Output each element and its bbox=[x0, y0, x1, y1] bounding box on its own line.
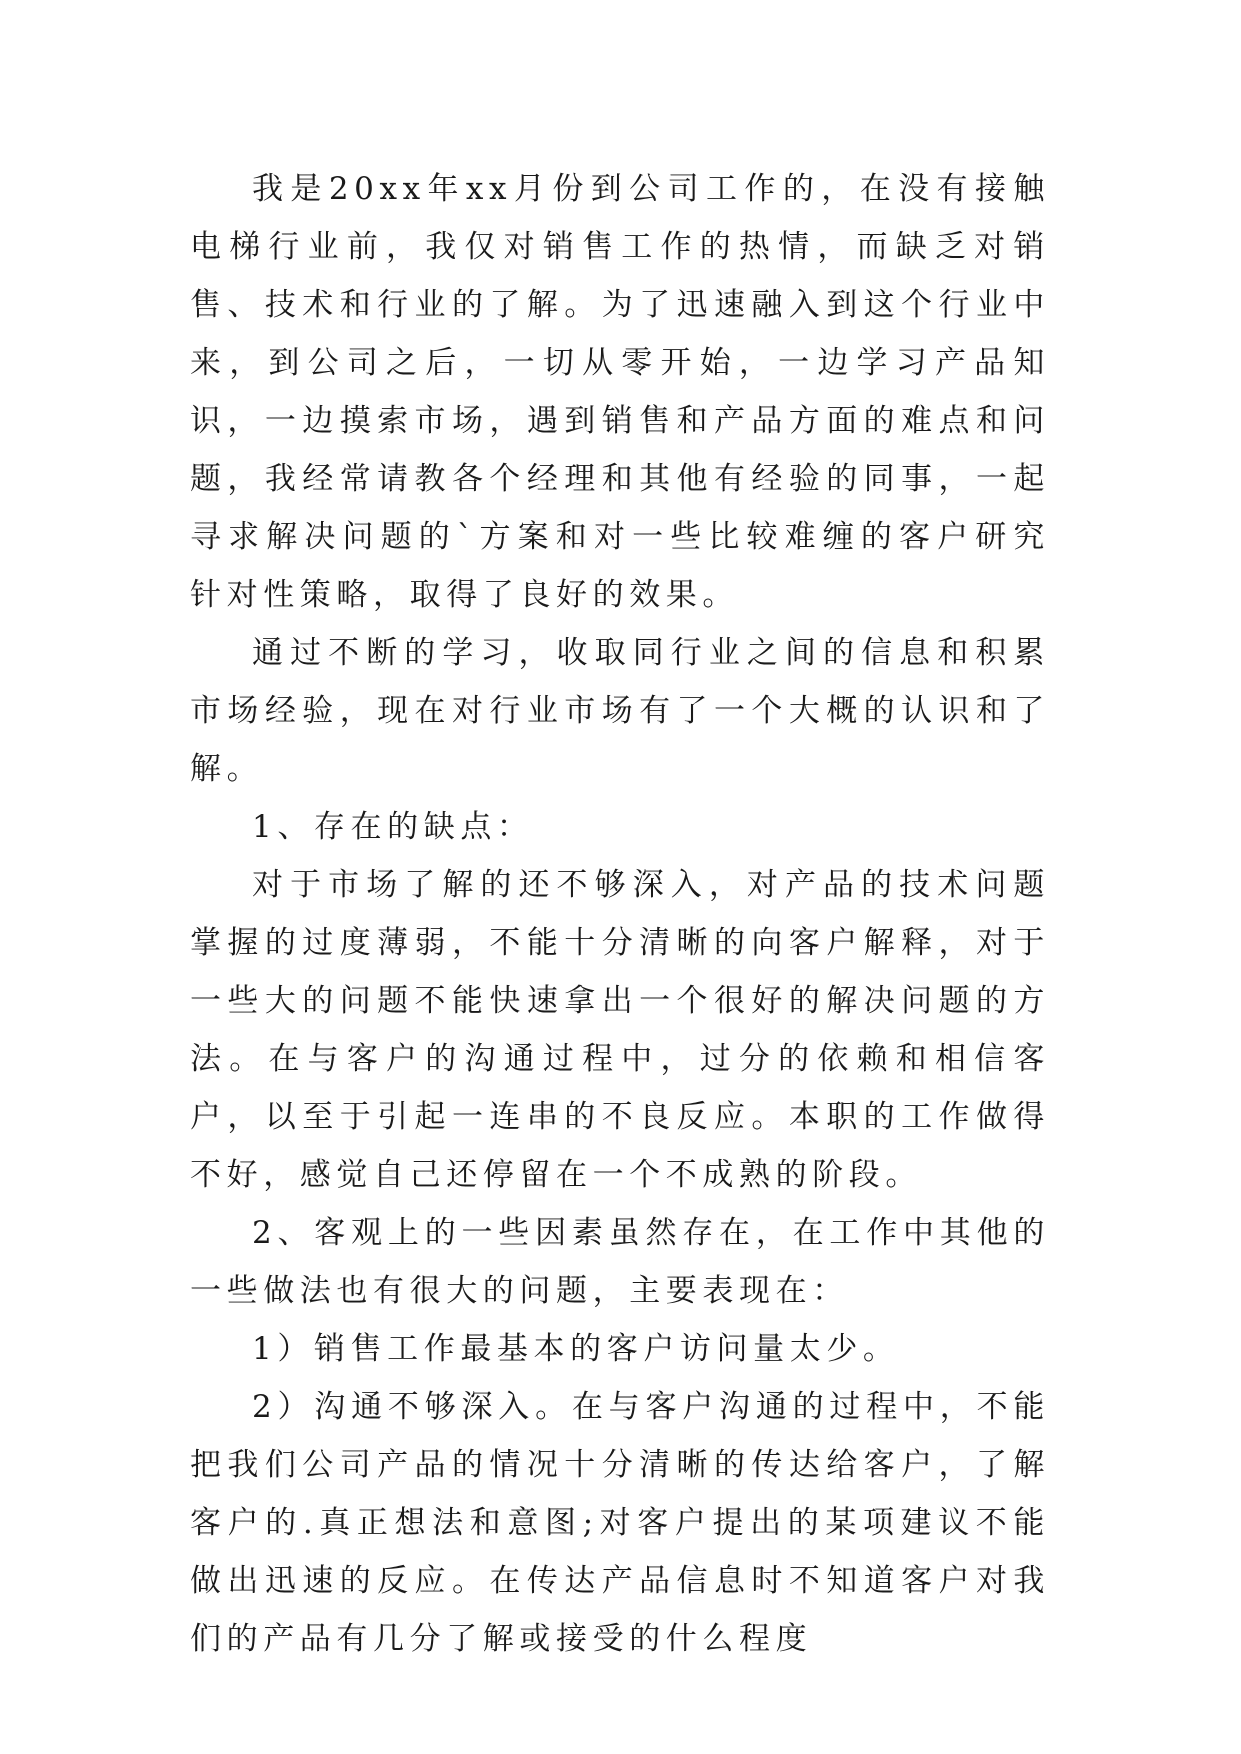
paragraph-shortcomings: 对于市场了解的还不够深入，对产品的技术问题掌握的过度薄弱，不能十分清晰的向客户解释，对于一些大的问题不能快速拿出一个很好的解决问题的方法。在与客户的沟通过程中，过分的依赖和相信客户，以至于引起一连串的不良反应。本职的工作做得不好，感觉自己还停留在一个不成熟的阶段。 bbox=[190, 867, 1050, 1193]
paragraph-intro: 我是20xx年xx月份到公司工作的，在没有接触电梯行业前，我仅对销售工作的热情，而缺乏对销售、技术和行业的了解。为了迅速融入到这个行业中来，到公司之后，一切从零开始，一边学习产品知识，一边摸索市场，遇到销售和产品方面的难点和问题，我经常请教各个经理和其他有经验的同事，一起寻求解决问题的`方案和对一些比较难缠的客户研究针对性策略，取得了良好的效果。 bbox=[190, 171, 1050, 613]
paragraph-learning: 通过不断的学习，收取同行业之间的信息和积累市场经验，现在对行业市场有了一个大概的认识和了解。 bbox=[190, 635, 1050, 787]
list-item-2: 2）沟通不够深入。在与客户沟通的过程中，不能把我们公司产品的情况十分清晰的传达给客户，了解客户的.真正想法和意图;对客户提出的某项建议不能做出迅速的反应。在传达产品信息时不知道客户对我们的产品有几分了解或接受的什么程度 bbox=[190, 1389, 1050, 1657]
list-item-1: 1）销售工作最基本的客户访问量太少。 bbox=[252, 1331, 900, 1367]
heading-objective-factors: 2、客观上的一些因素虽然存在，在工作中其他的一些做法也有很大的问题，主要表现在： bbox=[190, 1215, 1050, 1309]
heading-shortcomings: 1、存在的缺点： bbox=[252, 809, 534, 845]
document-body bbox=[190, 160, 1050, 1668]
